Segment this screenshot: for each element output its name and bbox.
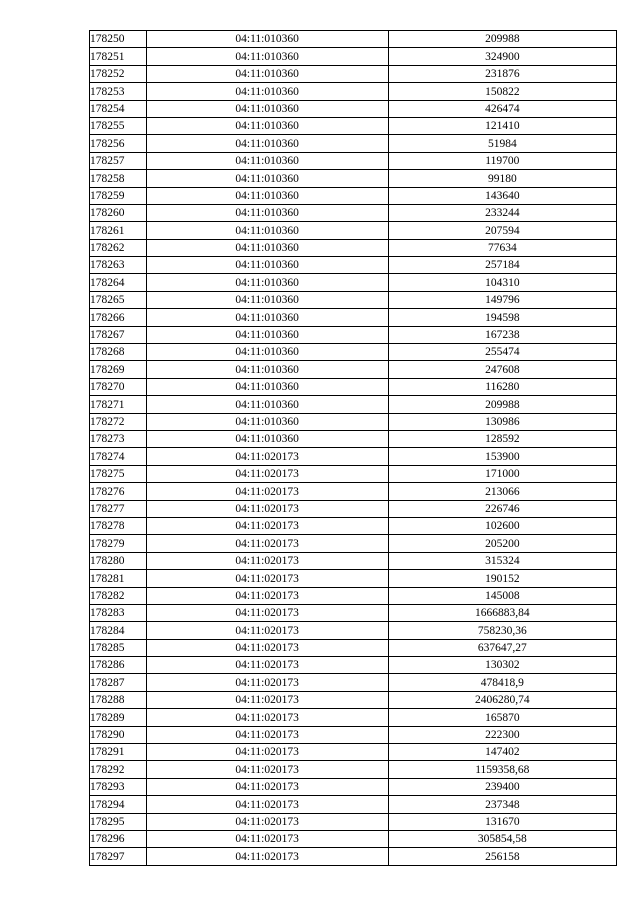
row-id-cell: 178276 xyxy=(90,483,147,500)
cadastral-code-cell: 04:11:010360 xyxy=(146,344,388,361)
value-cell: 165870 xyxy=(388,709,616,726)
row-id-cell: 178255 xyxy=(90,117,147,134)
value-cell: 226746 xyxy=(388,500,616,517)
table-row xyxy=(90,396,617,413)
table-row xyxy=(90,465,617,482)
table-row xyxy=(90,622,617,639)
row-id-cell: 178264 xyxy=(90,274,147,291)
cadastral-code-cell: 04:11:020173 xyxy=(146,796,388,813)
cadastral-code-cell: 04:11:010360 xyxy=(146,83,388,100)
row-id-cell: 178286 xyxy=(90,657,147,674)
table-row xyxy=(90,796,617,813)
value-cell: 121410 xyxy=(388,117,616,134)
table-row xyxy=(90,639,617,656)
row-id-cell: 178261 xyxy=(90,222,147,239)
table-row xyxy=(90,709,617,726)
row-id-cell: 178297 xyxy=(90,848,147,865)
value-cell: 153900 xyxy=(388,448,616,465)
value-cell: 315324 xyxy=(388,552,616,569)
value-cell: 2406280,74 xyxy=(388,691,616,708)
row-id-cell: 178259 xyxy=(90,187,147,204)
table-row xyxy=(90,31,617,48)
value-cell: 255474 xyxy=(388,344,616,361)
value-cell: 194598 xyxy=(388,309,616,326)
cadastral-code-cell: 04:11:010360 xyxy=(146,170,388,187)
table-row xyxy=(90,674,617,691)
value-cell: 102600 xyxy=(388,517,616,534)
value-cell: 1159358,68 xyxy=(388,761,616,778)
value-cell: 171000 xyxy=(388,465,616,482)
value-cell: 147402 xyxy=(388,744,616,761)
cadastral-code-cell: 04:11:020173 xyxy=(146,483,388,500)
row-id-cell: 178254 xyxy=(90,100,147,117)
table-row xyxy=(90,830,617,847)
value-cell: 758230,36 xyxy=(388,622,616,639)
table-row xyxy=(90,448,617,465)
row-id-cell: 178280 xyxy=(90,552,147,569)
value-cell: 99180 xyxy=(388,170,616,187)
row-id-cell: 178260 xyxy=(90,204,147,221)
row-id-cell: 178279 xyxy=(90,535,147,552)
table-row xyxy=(90,726,617,743)
cadastral-code-cell: 04:11:010360 xyxy=(146,204,388,221)
row-id-cell: 178295 xyxy=(90,813,147,830)
cadastral-code-cell: 04:11:010360 xyxy=(146,309,388,326)
value-cell: 205200 xyxy=(388,535,616,552)
cadastral-code-cell: 04:11:010360 xyxy=(146,257,388,274)
row-id-cell: 178265 xyxy=(90,291,147,308)
value-cell: 207594 xyxy=(388,222,616,239)
value-cell: 324900 xyxy=(388,48,616,65)
table-row xyxy=(90,744,617,761)
cadastral-code-cell: 04:11:010360 xyxy=(146,413,388,430)
table-row xyxy=(90,517,617,534)
value-cell: 237348 xyxy=(388,796,616,813)
cadastral-code-cell: 04:11:020173 xyxy=(146,639,388,656)
row-id-cell: 178287 xyxy=(90,674,147,691)
table-row xyxy=(90,430,617,447)
row-id-cell: 178251 xyxy=(90,48,147,65)
value-cell: 116280 xyxy=(388,378,616,395)
cadastral-code-cell: 04:11:020173 xyxy=(146,709,388,726)
value-cell: 233244 xyxy=(388,204,616,221)
cadastral-code-cell: 04:11:010360 xyxy=(146,361,388,378)
value-cell: 426474 xyxy=(388,100,616,117)
cadastral-code-cell: 04:11:010360 xyxy=(146,274,388,291)
value-cell: 150822 xyxy=(388,83,616,100)
cadastral-code-cell: 04:11:020173 xyxy=(146,744,388,761)
table-row xyxy=(90,187,617,204)
table-row xyxy=(90,378,617,395)
row-id-cell: 178262 xyxy=(90,239,147,256)
cadastral-code-cell: 04:11:020173 xyxy=(146,622,388,639)
row-id-cell: 178296 xyxy=(90,830,147,847)
table-row xyxy=(90,222,617,239)
table-row xyxy=(90,848,617,865)
row-id-cell: 178289 xyxy=(90,709,147,726)
cadastral-code-cell: 04:11:010360 xyxy=(146,326,388,343)
value-cell: 131670 xyxy=(388,813,616,830)
row-id-cell: 178277 xyxy=(90,500,147,517)
table-row xyxy=(90,778,617,795)
value-cell: 209988 xyxy=(388,31,616,48)
cadastral-code-cell: 04:11:010360 xyxy=(146,100,388,117)
row-id-cell: 178270 xyxy=(90,378,147,395)
value-cell: 119700 xyxy=(388,152,616,169)
table-row xyxy=(90,500,617,517)
cadastral-code-cell: 04:11:020173 xyxy=(146,570,388,587)
value-cell: 231876 xyxy=(388,65,616,82)
value-cell: 145008 xyxy=(388,587,616,604)
value-cell: 128592 xyxy=(388,430,616,447)
table-row xyxy=(90,83,617,100)
cadastral-code-cell: 04:11:020173 xyxy=(146,604,388,621)
value-cell: 190152 xyxy=(388,570,616,587)
table-row xyxy=(90,326,617,343)
value-cell: 143640 xyxy=(388,187,616,204)
cadastral-code-cell: 04:11:020173 xyxy=(146,500,388,517)
table-row xyxy=(90,291,617,308)
cadastral-code-cell: 04:11:020173 xyxy=(146,674,388,691)
row-id-cell: 178274 xyxy=(90,448,147,465)
cadastral-code-cell: 04:11:020173 xyxy=(146,517,388,534)
table-body xyxy=(90,31,617,866)
row-id-cell: 178271 xyxy=(90,396,147,413)
table-row xyxy=(90,274,617,291)
cadastral-code-cell: 04:11:010360 xyxy=(146,48,388,65)
value-cell: 51984 xyxy=(388,135,616,152)
value-cell: 149796 xyxy=(388,291,616,308)
row-id-cell: 178278 xyxy=(90,517,147,534)
cadastral-code-cell: 04:11:020173 xyxy=(146,778,388,795)
row-id-cell: 178267 xyxy=(90,326,147,343)
row-id-cell: 178291 xyxy=(90,744,147,761)
value-cell: 637647,27 xyxy=(388,639,616,656)
value-cell: 1666883,84 xyxy=(388,604,616,621)
table-row xyxy=(90,361,617,378)
table-row xyxy=(90,413,617,430)
table-row xyxy=(90,691,617,708)
row-id-cell: 178284 xyxy=(90,622,147,639)
value-cell: 305854,58 xyxy=(388,830,616,847)
table-row xyxy=(90,135,617,152)
cadastral-code-cell: 04:11:020173 xyxy=(146,587,388,604)
cadastral-code-cell: 04:11:020173 xyxy=(146,813,388,830)
row-id-cell: 178256 xyxy=(90,135,147,152)
data-table xyxy=(89,30,617,866)
table-row xyxy=(90,239,617,256)
cadastral-code-cell: 04:11:020173 xyxy=(146,726,388,743)
table-row xyxy=(90,117,617,134)
table-row xyxy=(90,570,617,587)
cadastral-code-cell: 04:11:010360 xyxy=(146,378,388,395)
cadastral-code-cell: 04:11:010360 xyxy=(146,187,388,204)
row-id-cell: 178294 xyxy=(90,796,147,813)
table-row xyxy=(90,535,617,552)
row-id-cell: 178269 xyxy=(90,361,147,378)
row-id-cell: 178272 xyxy=(90,413,147,430)
row-id-cell: 178282 xyxy=(90,587,147,604)
cadastral-code-cell: 04:11:010360 xyxy=(146,430,388,447)
value-cell: 209988 xyxy=(388,396,616,413)
table-container xyxy=(89,30,617,866)
cadastral-code-cell: 04:11:010360 xyxy=(146,65,388,82)
cadastral-code-cell: 04:11:010360 xyxy=(146,117,388,134)
row-id-cell: 178268 xyxy=(90,344,147,361)
row-id-cell: 178273 xyxy=(90,430,147,447)
table-row xyxy=(90,604,617,621)
value-cell: 130986 xyxy=(388,413,616,430)
cadastral-code-cell: 04:11:020173 xyxy=(146,761,388,778)
table-row xyxy=(90,309,617,326)
table-row xyxy=(90,100,617,117)
row-id-cell: 178258 xyxy=(90,170,147,187)
cadastral-code-cell: 04:11:010360 xyxy=(146,291,388,308)
value-cell: 478418,9 xyxy=(388,674,616,691)
table-row xyxy=(90,483,617,500)
table-row xyxy=(90,813,617,830)
table-row xyxy=(90,48,617,65)
row-id-cell: 178275 xyxy=(90,465,147,482)
table-row xyxy=(90,152,617,169)
cadastral-code-cell: 04:11:010360 xyxy=(146,31,388,48)
cadastral-code-cell: 04:11:010360 xyxy=(146,152,388,169)
value-cell: 213066 xyxy=(388,483,616,500)
value-cell: 256158 xyxy=(388,848,616,865)
cadastral-code-cell: 04:11:020173 xyxy=(146,448,388,465)
cadastral-code-cell: 04:11:020173 xyxy=(146,830,388,847)
value-cell: 257184 xyxy=(388,257,616,274)
row-id-cell: 178288 xyxy=(90,691,147,708)
cadastral-code-cell: 04:11:020173 xyxy=(146,552,388,569)
cadastral-code-cell: 04:11:020173 xyxy=(146,691,388,708)
row-id-cell: 178252 xyxy=(90,65,147,82)
table-row xyxy=(90,344,617,361)
table-row xyxy=(90,204,617,221)
value-cell: 247608 xyxy=(388,361,616,378)
row-id-cell: 178250 xyxy=(90,31,147,48)
row-id-cell: 178253 xyxy=(90,83,147,100)
cadastral-code-cell: 04:11:010360 xyxy=(146,135,388,152)
cadastral-code-cell: 04:11:020173 xyxy=(146,465,388,482)
cadastral-code-cell: 04:11:020173 xyxy=(146,535,388,552)
table-row xyxy=(90,761,617,778)
cadastral-code-cell: 04:11:020173 xyxy=(146,848,388,865)
cadastral-code-cell: 04:11:010360 xyxy=(146,396,388,413)
row-id-cell: 178285 xyxy=(90,639,147,656)
value-cell: 77634 xyxy=(388,239,616,256)
row-id-cell: 178266 xyxy=(90,309,147,326)
table-row xyxy=(90,257,617,274)
row-id-cell: 178257 xyxy=(90,152,147,169)
value-cell: 167238 xyxy=(388,326,616,343)
row-id-cell: 178263 xyxy=(90,257,147,274)
value-cell: 104310 xyxy=(388,274,616,291)
value-cell: 239400 xyxy=(388,778,616,795)
row-id-cell: 178281 xyxy=(90,570,147,587)
table-row xyxy=(90,65,617,82)
cadastral-code-cell: 04:11:010360 xyxy=(146,222,388,239)
row-id-cell: 178292 xyxy=(90,761,147,778)
row-id-cell: 178293 xyxy=(90,778,147,795)
cadastral-code-cell: 04:11:010360 xyxy=(146,239,388,256)
table-row xyxy=(90,552,617,569)
value-cell: 130302 xyxy=(388,657,616,674)
table-row xyxy=(90,657,617,674)
value-cell: 222300 xyxy=(388,726,616,743)
table-row xyxy=(90,587,617,604)
row-id-cell: 178290 xyxy=(90,726,147,743)
cadastral-code-cell: 04:11:020173 xyxy=(146,657,388,674)
table-row xyxy=(90,170,617,187)
row-id-cell: 178283 xyxy=(90,604,147,621)
